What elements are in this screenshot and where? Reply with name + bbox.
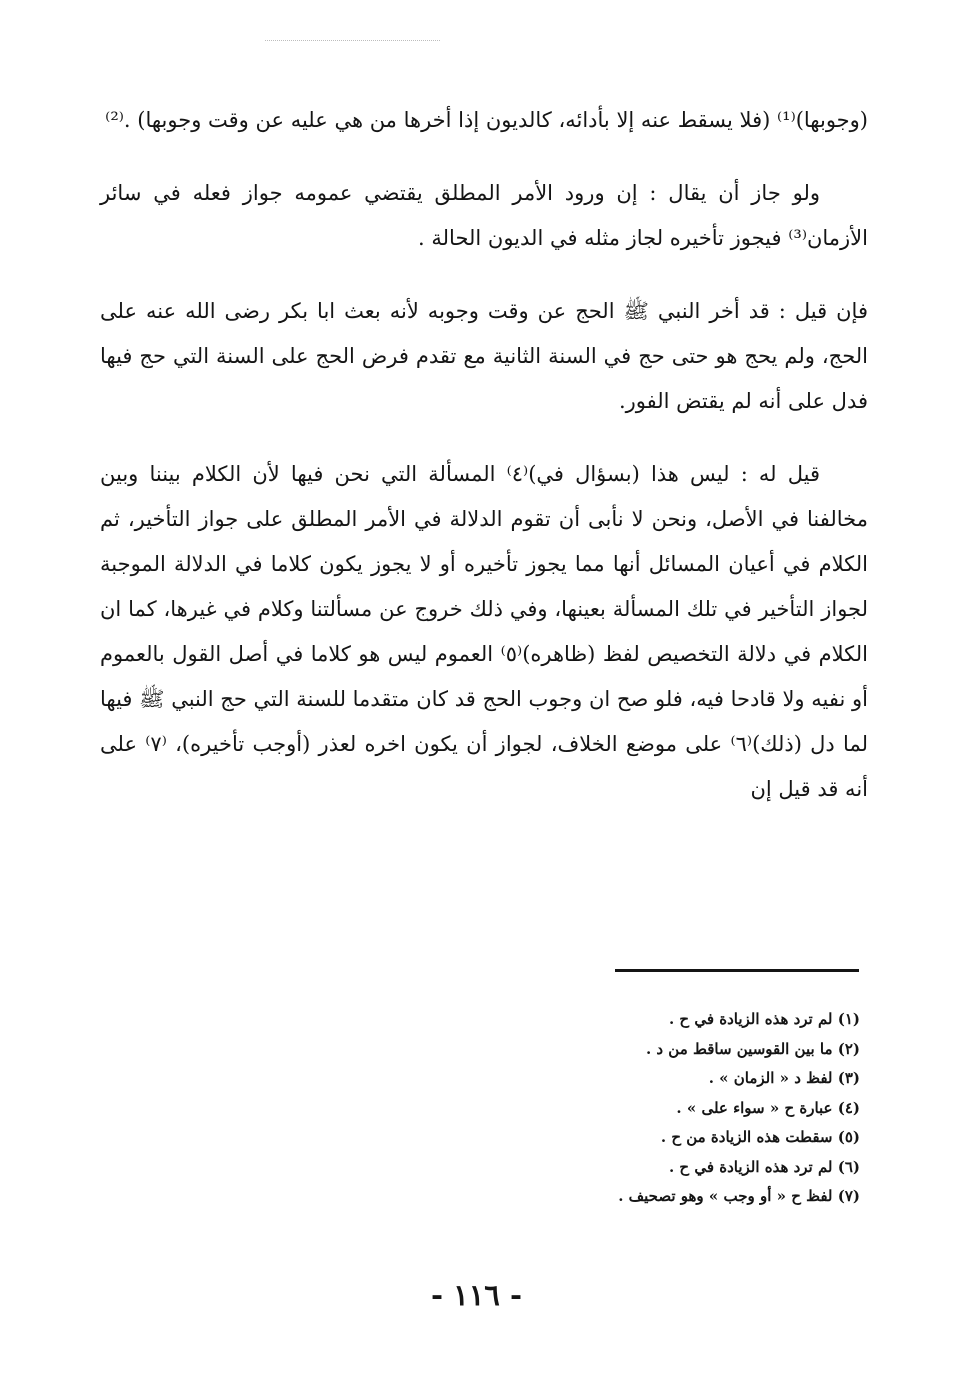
page-number: - ١١٦ - (430, 1278, 522, 1312)
footnotes (480, 1005, 860, 1212)
footnote-3: (٣) لفظ د « الزمان » . (708, 1069, 860, 1087)
paragraph-3: فإن قيل : قد أخر النبي ﷺ الحج عن وقت وجوبه لأنه بعث ابا بكر رضى الله عنه على الحج، ولم يحج هو حتى حج في السنة الثانية مع تقدم فرض الحج على السنة التي حج فيها فدل على أنه لم يقتض الفور. (100, 299, 868, 413)
paragraph-2: ولو جاز أن يقال : إن ورود الأمر المطلق يقتضي عمومه جواز فعله في سائر الأزمان⁽³⁾ فيجوز تأخيره لجاز مثله في الديون الحالة . (100, 181, 868, 250)
footnote-separator (615, 969, 859, 972)
footnote-2: (٢) ما بين القوسين ساقط من د . (645, 1039, 860, 1058)
footnote-6: (٦) لم ترد هذه الزيادة في ح . (668, 1157, 860, 1176)
paragraph-1: (وجوبها)⁽¹⁾ (فلا يسقط عنه إلا بأدائه، كالديون إذا أخرها من هي عليه عن وقت وجوبها) .⁽²⁾ (105, 108, 868, 132)
footnote-4: (٤) عبارة ح « سواء على » . (676, 1098, 860, 1117)
footnote-7: (٧) لفظ ح « أو وجب » وهو تصحيف . (618, 1187, 860, 1205)
footnote-1: (١) لم ترد هذه الزيادة في ح . (668, 1010, 860, 1028)
paragraph-4: قيل له : ليس هذا (بسؤال في)⁽٤⁾ المسألة التي نحن فيها لأن الكلام بيننا وبين مخالفنا في الأصل، ونحن لا نأبى أن تقوم الدلالة في الأمر المطلق على جواز التأخير، ثم الكلام في أعيان المسائل أنها مما يجوز تأخيره أو لا يجوز يكون كلاما في الدلالة الموجبة لجواز التأخير في تلك المسألة بعينها، وفي ذلك خروج عن مسألتنا وكلام في غيرها، كما ان الكلام في دلالة التخصيص لفظ (ظاهره)⁽٥⁾ العموم ليس هو كلاما في أصل القول بالعموم أو نفيه ولا قادحا فيه، فلو صح ان وجوب الحج قد كان متقدما للسنة التي حج النبي ﷺ فيها لما دل (ذلك)⁽٦⁾ على موضع الخلاف، لجواز أن يكون اخره لعذر (أوجب تأخيره)، ⁽٧⁾ على أنه قد قيل إن (100, 462, 868, 801)
top-faint-rule (265, 40, 440, 41)
main-text (100, 98, 868, 812)
footnote-5: (٥) سقطت هذه الزيادة من ح . (660, 1128, 860, 1146)
